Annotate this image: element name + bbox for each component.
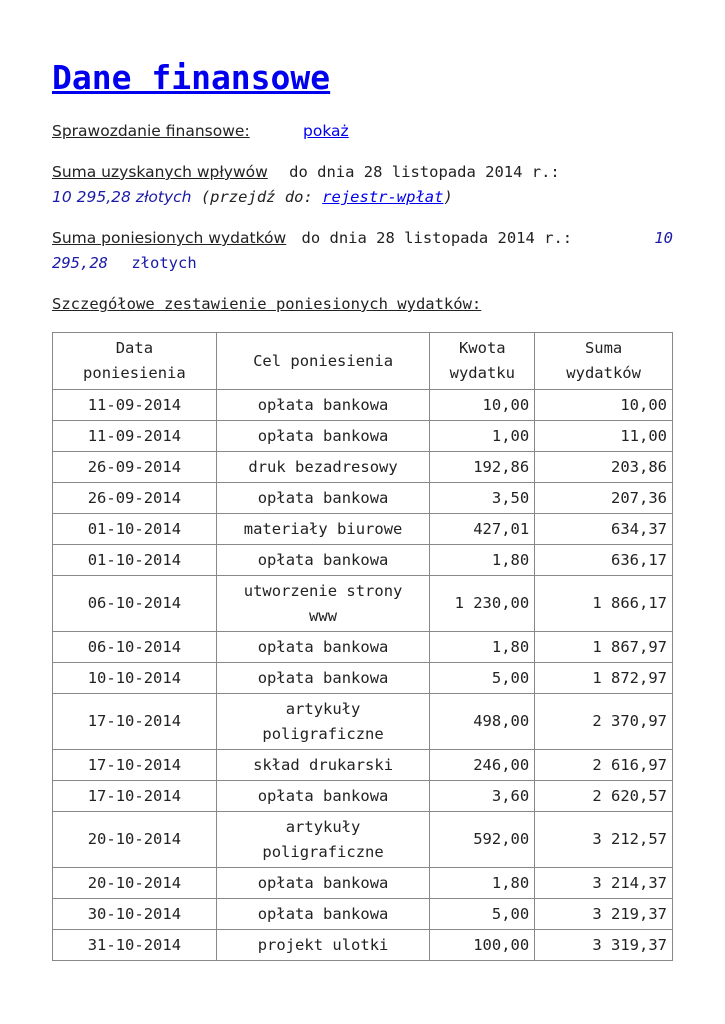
- cell-purpose: [216, 781, 430, 812]
- cell-date: 06-10-2014: [53, 632, 217, 663]
- cell-date: 11-09-2014: [53, 390, 217, 421]
- purpose-line-1: opłata bankowa: [257, 786, 389, 805]
- cell-purpose: [216, 514, 430, 545]
- cell-purpose: [216, 545, 430, 576]
- header-purpose: Cel poniesienia: [216, 333, 430, 390]
- header-date: Data poniesienia: [53, 333, 217, 390]
- cell-purpose: [216, 632, 430, 663]
- cell-date: 20-10-2014: [53, 812, 217, 868]
- cell-date: 17-10-2014: [53, 750, 217, 781]
- table-row: [53, 514, 673, 545]
- table-row: [53, 483, 673, 514]
- cell-amount: 1,00: [430, 421, 535, 452]
- table-row: [53, 576, 673, 632]
- page-title-link[interactable]: Dane finansowe: [52, 58, 331, 97]
- page-title: [52, 58, 330, 97]
- expenses-amount-part1: 10: [654, 229, 673, 247]
- cell-date: 01-10-2014: [53, 514, 217, 545]
- purpose-line-1: opłata bankowa: [257, 904, 389, 923]
- cell-purpose: [216, 483, 430, 514]
- income-register-link[interactable]: rejestr-wpłat: [322, 188, 444, 206]
- cell-amount: 192,86: [430, 452, 535, 483]
- cell-purpose: [216, 452, 430, 483]
- cell-date: 06-10-2014: [53, 576, 217, 632]
- cell-sum: 2 616,97: [535, 750, 673, 781]
- cell-purpose: [216, 868, 430, 899]
- cell-sum: 634,37: [535, 514, 673, 545]
- income-goto-suffix: ): [443, 188, 453, 206]
- table-header-row: [53, 333, 673, 390]
- purpose-line-1: opłata bankowa: [257, 395, 389, 414]
- cell-purpose: [216, 663, 430, 694]
- cell-date: 10-10-2014: [53, 663, 217, 694]
- cell-amount: 5,00: [430, 899, 535, 930]
- cell-sum: 207,36: [535, 483, 673, 514]
- purpose-line-1: materiały biurowe: [243, 519, 403, 538]
- cell-sum: 3 214,37: [535, 868, 673, 899]
- expenses-line: [52, 226, 673, 251]
- cell-amount: 592,00: [430, 812, 535, 868]
- expenses-label: Suma poniesionych wydatków: [52, 229, 287, 247]
- table-row: [53, 750, 673, 781]
- cell-purpose: [216, 390, 430, 421]
- table-row: [53, 899, 673, 930]
- income-line: [52, 160, 560, 185]
- purpose-line-2: www: [309, 606, 338, 625]
- table-row: [53, 868, 673, 899]
- table-row: [53, 632, 673, 663]
- cell-amount: 5,00: [430, 663, 535, 694]
- purpose-line-2: poligraficzne: [262, 842, 384, 861]
- purpose-line-1: opłata bankowa: [257, 488, 389, 507]
- expenses-amount-part2: 295,28: [52, 254, 108, 272]
- income-goto-prefix: (przejdź do:: [200, 188, 323, 206]
- expenses-table: [52, 332, 673, 961]
- cell-sum: 3 212,57: [535, 812, 673, 868]
- income-date: do dnia 28 listopada 2014 r.:: [289, 163, 560, 181]
- cell-amount: 427,01: [430, 514, 535, 545]
- cell-purpose: [216, 694, 430, 750]
- cell-amount: 1,80: [430, 868, 535, 899]
- details-heading-line: [52, 292, 481, 317]
- cell-sum: 1 867,97: [535, 632, 673, 663]
- cell-date: 26-09-2014: [53, 452, 217, 483]
- purpose-line-1: opłata bankowa: [257, 426, 389, 445]
- purpose-line-1: druk bezadresowy: [248, 457, 398, 476]
- report-label: Sprawozdanie finansowe:: [52, 122, 250, 140]
- income-label: Suma uzyskanych wpływów: [52, 163, 268, 181]
- table-row: [53, 694, 673, 750]
- cell-sum: 3 219,37: [535, 899, 673, 930]
- cell-sum: 11,00: [535, 421, 673, 452]
- purpose-line-1: artykuły: [285, 699, 361, 718]
- cell-date: 01-10-2014: [53, 545, 217, 576]
- cell-amount: 1,80: [430, 545, 535, 576]
- cell-date: 20-10-2014: [53, 868, 217, 899]
- expenses-amount-line: [52, 251, 197, 276]
- purpose-line-1: opłata bankowa: [257, 550, 389, 569]
- purpose-line-1: utworzenie strony: [243, 581, 403, 600]
- expenses-date: do dnia 28 listopada 2014 r.:: [301, 229, 573, 247]
- cell-amount: 3,50: [430, 483, 535, 514]
- table-row: [53, 545, 673, 576]
- purpose-line-1: projekt ulotki: [257, 935, 389, 954]
- cell-date: 17-10-2014: [53, 694, 217, 750]
- cell-amount: 1,80: [430, 632, 535, 663]
- table-row: [53, 930, 673, 961]
- table-row: [53, 421, 673, 452]
- cell-sum: 2 370,97: [535, 694, 673, 750]
- cell-purpose: [216, 930, 430, 961]
- purpose-line-1: skład drukarski: [253, 755, 394, 774]
- cell-purpose: [216, 899, 430, 930]
- report-line: [52, 119, 349, 144]
- cell-sum: 636,17: [535, 545, 673, 576]
- cell-sum: 3 319,37: [535, 930, 673, 961]
- income-amount-line: [52, 185, 453, 210]
- table-row: [53, 812, 673, 868]
- income-amount: 10 295,28 złotych: [52, 188, 192, 206]
- cell-purpose: [216, 812, 430, 868]
- cell-date: 31-10-2014: [53, 930, 217, 961]
- purpose-line-1: opłata bankowa: [257, 668, 389, 687]
- cell-amount: 498,00: [430, 694, 535, 750]
- cell-amount: 246,00: [430, 750, 535, 781]
- cell-sum: 10,00: [535, 390, 673, 421]
- cell-amount: 1 230,00: [430, 576, 535, 632]
- table-row: [53, 452, 673, 483]
- header-sum: Suma wydatków: [535, 333, 673, 390]
- cell-sum: 2 620,57: [535, 781, 673, 812]
- table-row: [53, 663, 673, 694]
- cell-sum: 203,86: [535, 452, 673, 483]
- cell-amount: 100,00: [430, 930, 535, 961]
- cell-purpose: [216, 750, 430, 781]
- purpose-line-2: poligraficzne: [262, 724, 384, 743]
- header-amount: Kwota wydatku: [430, 333, 535, 390]
- table-row: [53, 781, 673, 812]
- purpose-line-1: artykuły: [285, 817, 361, 836]
- cell-amount: 3,60: [430, 781, 535, 812]
- table-body: [53, 390, 673, 961]
- cell-sum: 1 872,97: [535, 663, 673, 694]
- details-heading: Szczegółowe zestawienie poniesionych wydatków:: [52, 295, 482, 313]
- purpose-line-1: opłata bankowa: [257, 637, 389, 656]
- cell-date: 26-09-2014: [53, 483, 217, 514]
- cell-date: 17-10-2014: [53, 781, 217, 812]
- expenses-amount-unit: złotych: [131, 254, 197, 272]
- cell-date: 30-10-2014: [53, 899, 217, 930]
- cell-amount: 10,00: [430, 390, 535, 421]
- cell-purpose: [216, 576, 430, 632]
- report-show-link[interactable]: pokaż: [303, 122, 349, 140]
- cell-purpose: [216, 421, 430, 452]
- cell-sum: 1 866,17: [535, 576, 673, 632]
- cell-date: 11-09-2014: [53, 421, 217, 452]
- table-row: [53, 390, 673, 421]
- purpose-line-1: opłata bankowa: [257, 873, 389, 892]
